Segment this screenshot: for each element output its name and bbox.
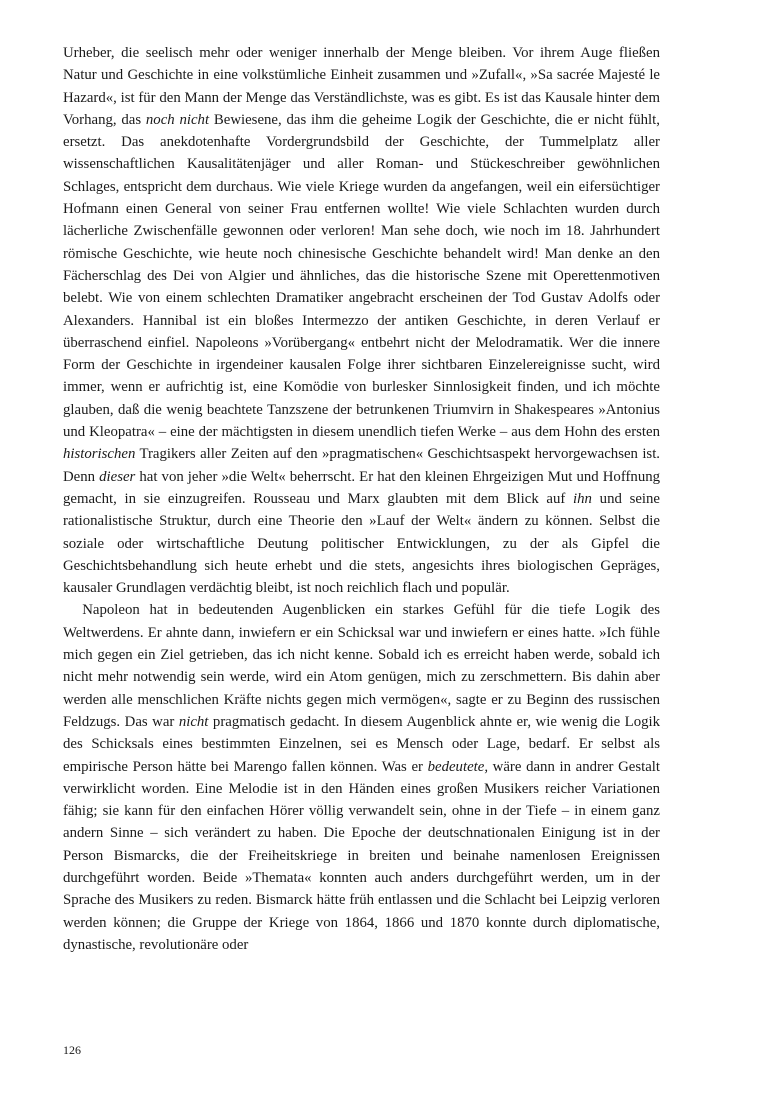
text-body [63, 42, 660, 956]
paragraph-2 [63, 599, 660, 956]
paragraph-2-text: wäre dann in andrer Gestalt verwirklicht worden. Eine Melodie ist in den Händen eines großen Musikers reicher Variationen fähig; sie kann für den einfachen Hörer völlig verwandelt sein, ohne in der Tiefe – in einem ganz andern Sinne – sich verändert zu haben. Die Epoche der deutschnationalen Einigung ist in der Person Bismarcks, die der Freiheitskriege in breiten und beinahe namenlosen Ereignissen durchgeführt worden. Beide »Themata« konnten auch anders durchgeführt werden, um in der Sprache des Musikers zu reden. Bismarck hätte früh entlassen und die Schlacht bei Leipzig verloren werden können; die Gruppe der Kriege von 1864, 1866 und 1870 konnte durch diplomatische, dynastische, revolutionäre oder [63, 758, 661, 953]
paragraph-1-text: Tragikers aller Zeiten auf den »pragmatischen« Geschichtsaspekt hervorgewachsen ist. Denn [63, 446, 660, 485]
paragraph-1-text: hat von jeher »die Welt« beherrscht. Er hat den kleinen Ehrgeizigen Mut und Hoffnung gemacht, in sie einzugreifen. Rousseau und Marx glaubten mit dem Blick auf [63, 468, 661, 507]
emphasis-bedeutete: bedeutete, [427, 758, 489, 775]
paragraph-1-text: Urheber, die seelisch mehr oder weniger innerhalb der Menge bleiben. Vor ihrem Auge fließen Natur und Geschichte in eine volkstümliche Einheit zusammen und »Zufall«, »Sa sacrée Majesté le Hazard«, ist für den Mann der Menge das Verständlichste, was es gibt. Es ist das Kausale hinter dem Vorhang, das [63, 45, 660, 128]
emphasis-nicht: nicht [178, 713, 209, 730]
page-number: 126 [63, 1043, 81, 1057]
paragraph-2-text: pragmatisch gedacht. In diesem Augenblick ahnte er, wie wenig die Logik des Schicksals eines bestimmten Einzelnen, sei es Mensch oder Lage, bedarf. Er selbst als empirische Person hätte bei Marengo fallen können. Was er [63, 713, 661, 775]
paragraph-1 [63, 42, 660, 599]
emphasis-dieser: dieser [99, 468, 136, 485]
paragraph-1-text: Bewiesene, das ihm die geheime Logik der Geschichte, die er nicht fühlt, ersetzt. Das anekdotenhafte Vordergrundsbild der Geschichte, der Tummelplatz aller wissenschaftlichen Kausalitätenjäger und aller Roman- und Stückeschreiber gewöhnlichen Schlages, entspricht dem durchaus. Wie viele Kriege wurden da angefangen, weil ein eifersüchtiger Hofmann einen General von seiner Frau entfernen wollte! Wie viele Schlachten wurden durch lächerliche Zwischenfälle gewonnen oder verloren! Man sehe doch, wie noch im 18. Jahrhundert römische Geschichte, wie heute noch chinesische Geschichte behandelt wird! Man denke an den Fächerschlag des Dei von Algier und ähnliches, das die historische Szene mit Operettenmotiven belebt. Wie von einem schlechten Dramatiker angebracht erscheinen der Tod Gustav Adolfs oder Alexanders. Hannibal ist ein bloßes Intermezzo der antiken Geschichte, in deren Verlauf er überraschend einfiel. Napoleons »Vorübergang« entbehrt nicht der Melodramatik. Wer die innere Form der Geschichte in irgendeiner kausalen Folge ihrer sichtbaren Einzelereignisse sucht, wird immer, wenn er aufrichtig ist, eine Komödie von burlesker Sinnlosigkeit finden, und ich möchte glauben, daß die wenig beachtete Tanzszene der betrunkenen Triumvirn in Shakespeares »Antonius und Kleopatra« – eine der mächtigsten in diesem unendlich tiefen Werke – aus dem Hohn des ersten [63, 111, 660, 441]
paragraph-2-text: Napoleon hat in bedeutenden Augenblicken ein starkes Gefühl für die tiefe Logik des Weltwerdens. Er ahnte dann, inwiefern er ein Schicksal war und inwiefern er eines hatte. »Ich fühle mich gegen ein Ziel getrieben, das ich nicht kenne. Sobald ich es erreicht haben werde, sobald ich nicht mehr notwendig sein werde, wird ein Atom genügen, mich zu zerschmettern. Bis dahin aber werden alle menschlichen Kräfte nichts gegen mich vermögen«, sagte er zu Beginn des russischen Feldzugs. Das war [63, 602, 660, 730]
emphasis-noch-nicht: noch nicht [145, 111, 210, 128]
emphasis-historischen: historischen [63, 446, 136, 463]
paragraph-1-text: und seine rationalistische Struktur, durch eine Theorie den »Lauf der Welt« ändern zu können. Selbst die soziale oder wirtschaftliche Deutung politischer Entwicklungen, zu der als Gipfel die Geschichtsbehandlung sich heute erhebt und die stets, angesichts ihres biologischen Gepräges, kausaler Grundlagen verdächtig bleibt, ist noch reichlich flach und populär. [63, 490, 660, 597]
emphasis-ihn: ihn [573, 490, 592, 507]
